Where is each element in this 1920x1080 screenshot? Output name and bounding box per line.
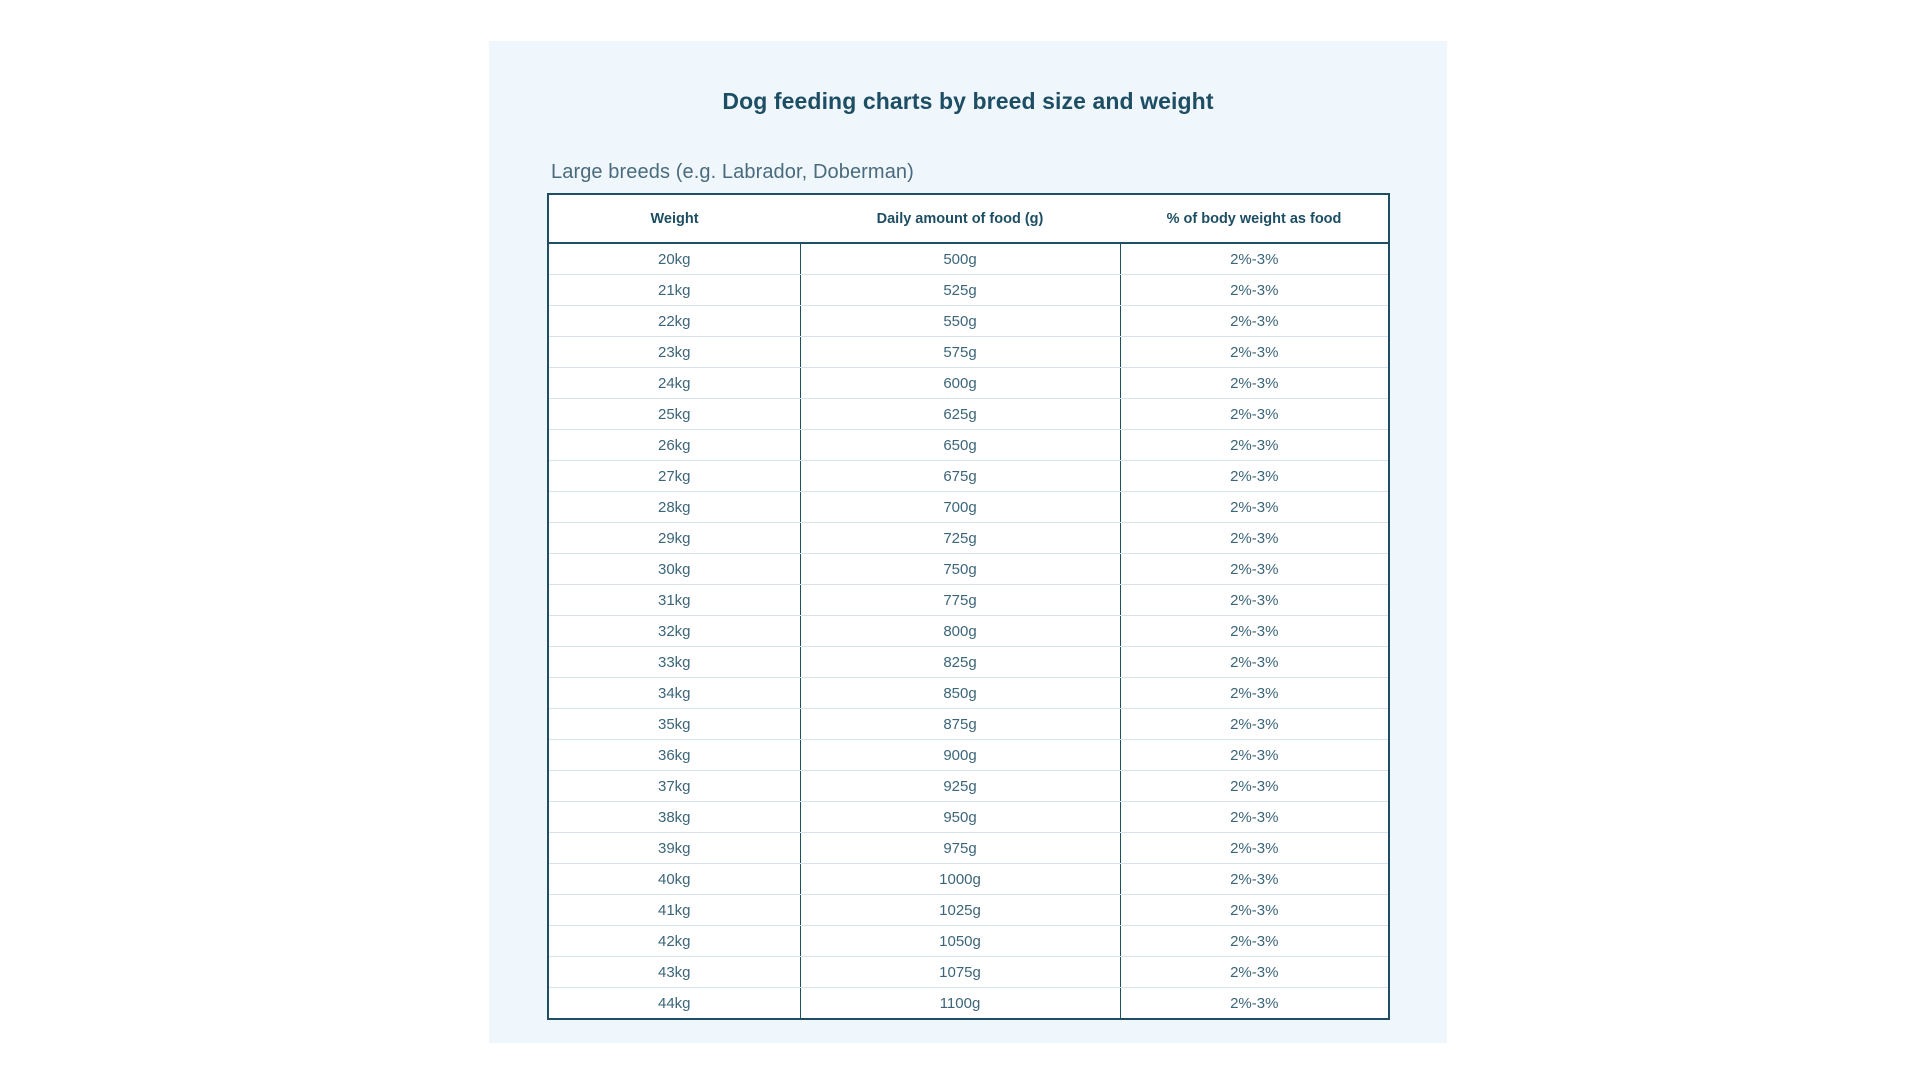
cell-daily-amount: 650g bbox=[800, 430, 1120, 461]
cell-weight: 29kg bbox=[548, 523, 800, 554]
cell-daily-amount: 900g bbox=[800, 740, 1120, 771]
cell-weight: 32kg bbox=[548, 616, 800, 647]
cell-daily-amount: 925g bbox=[800, 771, 1120, 802]
cell-percent-body-weight: 2%-3% bbox=[1120, 306, 1389, 337]
cell-percent-body-weight: 2%-3% bbox=[1120, 957, 1389, 988]
table-row bbox=[548, 709, 1389, 740]
cell-daily-amount: 975g bbox=[800, 833, 1120, 864]
cell-daily-amount: 575g bbox=[800, 337, 1120, 368]
cell-percent-body-weight: 2%-3% bbox=[1120, 430, 1389, 461]
cell-daily-amount: 625g bbox=[800, 399, 1120, 430]
cell-percent-body-weight: 2%-3% bbox=[1120, 678, 1389, 709]
column-header-daily-amount: Daily amount of food (g) bbox=[800, 194, 1120, 243]
section-subtitle: Large breeds (e.g. Labrador, Doberman) bbox=[551, 161, 914, 183]
cell-percent-body-weight: 2%-3% bbox=[1120, 926, 1389, 957]
cell-percent-body-weight: 2%-3% bbox=[1120, 895, 1389, 926]
cell-weight: 27kg bbox=[548, 461, 800, 492]
cell-daily-amount: 800g bbox=[800, 616, 1120, 647]
cell-weight: 34kg bbox=[548, 678, 800, 709]
feeding-table-wrapper bbox=[547, 193, 1390, 1020]
cell-percent-body-weight: 2%-3% bbox=[1120, 554, 1389, 585]
cell-weight: 37kg bbox=[548, 771, 800, 802]
table-header-row bbox=[548, 194, 1389, 243]
cell-percent-body-weight: 2%-3% bbox=[1120, 368, 1389, 399]
table-row bbox=[548, 554, 1389, 585]
cell-weight: 22kg bbox=[548, 306, 800, 337]
cell-percent-body-weight: 2%-3% bbox=[1120, 275, 1389, 306]
cell-daily-amount: 500g bbox=[800, 243, 1120, 275]
feeding-chart-card bbox=[489, 41, 1447, 1043]
page-title: Dog feeding charts by breed size and weight bbox=[722, 88, 1214, 114]
cell-percent-body-weight: 2%-3% bbox=[1120, 709, 1389, 740]
cell-weight: 26kg bbox=[548, 430, 800, 461]
table-row bbox=[548, 647, 1389, 678]
cell-percent-body-weight: 2%-3% bbox=[1120, 585, 1389, 616]
cell-percent-body-weight: 2%-3% bbox=[1120, 492, 1389, 523]
table-body bbox=[548, 243, 1389, 1019]
cell-weight: 24kg bbox=[548, 368, 800, 399]
cell-weight: 25kg bbox=[548, 399, 800, 430]
table-row bbox=[548, 523, 1389, 554]
feeding-table bbox=[547, 193, 1390, 1020]
table-row bbox=[548, 678, 1389, 709]
cell-percent-body-weight: 2%-3% bbox=[1120, 988, 1389, 1020]
table-header bbox=[548, 194, 1389, 243]
cell-daily-amount: 725g bbox=[800, 523, 1120, 554]
column-header-percent-body-weight: % of body weight as food bbox=[1120, 194, 1389, 243]
cell-weight: 30kg bbox=[548, 554, 800, 585]
table-row bbox=[548, 243, 1389, 275]
cell-daily-amount: 950g bbox=[800, 802, 1120, 833]
table-row bbox=[548, 585, 1389, 616]
cell-percent-body-weight: 2%-3% bbox=[1120, 523, 1389, 554]
cell-percent-body-weight: 2%-3% bbox=[1120, 802, 1389, 833]
cell-weight: 35kg bbox=[548, 709, 800, 740]
cell-percent-body-weight: 2%-3% bbox=[1120, 740, 1389, 771]
cell-weight: 39kg bbox=[548, 833, 800, 864]
table-row bbox=[548, 306, 1389, 337]
cell-percent-body-weight: 2%-3% bbox=[1120, 647, 1389, 678]
cell-weight: 43kg bbox=[548, 957, 800, 988]
cell-daily-amount: 1025g bbox=[800, 895, 1120, 926]
table-row bbox=[548, 864, 1389, 895]
cell-percent-body-weight: 2%-3% bbox=[1120, 337, 1389, 368]
cell-weight: 31kg bbox=[548, 585, 800, 616]
cell-percent-body-weight: 2%-3% bbox=[1120, 461, 1389, 492]
cell-daily-amount: 750g bbox=[800, 554, 1120, 585]
cell-weight: 38kg bbox=[548, 802, 800, 833]
cell-percent-body-weight: 2%-3% bbox=[1120, 864, 1389, 895]
table-row bbox=[548, 895, 1389, 926]
cell-daily-amount: 1100g bbox=[800, 988, 1120, 1020]
table-row bbox=[548, 461, 1389, 492]
cell-percent-body-weight: 2%-3% bbox=[1120, 771, 1389, 802]
cell-daily-amount: 525g bbox=[800, 275, 1120, 306]
cell-daily-amount: 1075g bbox=[800, 957, 1120, 988]
table-row bbox=[548, 275, 1389, 306]
table-row bbox=[548, 492, 1389, 523]
cell-daily-amount: 1050g bbox=[800, 926, 1120, 957]
cell-weight: 40kg bbox=[548, 864, 800, 895]
column-header-weight: Weight bbox=[548, 194, 800, 243]
table-row bbox=[548, 430, 1389, 461]
cell-percent-body-weight: 2%-3% bbox=[1120, 243, 1389, 275]
cell-weight: 42kg bbox=[548, 926, 800, 957]
cell-percent-body-weight: 2%-3% bbox=[1120, 616, 1389, 647]
cell-daily-amount: 550g bbox=[800, 306, 1120, 337]
cell-daily-amount: 1000g bbox=[800, 864, 1120, 895]
cell-percent-body-weight: 2%-3% bbox=[1120, 833, 1389, 864]
table-row bbox=[548, 399, 1389, 430]
cell-weight: 33kg bbox=[548, 647, 800, 678]
table-row bbox=[548, 988, 1389, 1020]
cell-daily-amount: 675g bbox=[800, 461, 1120, 492]
table-row bbox=[548, 957, 1389, 988]
cell-daily-amount: 600g bbox=[800, 368, 1120, 399]
cell-weight: 44kg bbox=[548, 988, 800, 1020]
cell-daily-amount: 850g bbox=[800, 678, 1120, 709]
table-row bbox=[548, 337, 1389, 368]
table-row bbox=[548, 616, 1389, 647]
cell-daily-amount: 775g bbox=[800, 585, 1120, 616]
table-row bbox=[548, 926, 1389, 957]
table-row bbox=[548, 771, 1389, 802]
table-row bbox=[548, 368, 1389, 399]
cell-weight: 36kg bbox=[548, 740, 800, 771]
cell-daily-amount: 875g bbox=[800, 709, 1120, 740]
cell-weight: 23kg bbox=[548, 337, 800, 368]
table-row bbox=[548, 802, 1389, 833]
cell-daily-amount: 700g bbox=[800, 492, 1120, 523]
cell-weight: 20kg bbox=[548, 243, 800, 275]
cell-weight: 28kg bbox=[548, 492, 800, 523]
cell-weight: 41kg bbox=[548, 895, 800, 926]
table-row bbox=[548, 740, 1389, 771]
cell-daily-amount: 825g bbox=[800, 647, 1120, 678]
cell-percent-body-weight: 2%-3% bbox=[1120, 399, 1389, 430]
table-row bbox=[548, 833, 1389, 864]
cell-weight: 21kg bbox=[548, 275, 800, 306]
